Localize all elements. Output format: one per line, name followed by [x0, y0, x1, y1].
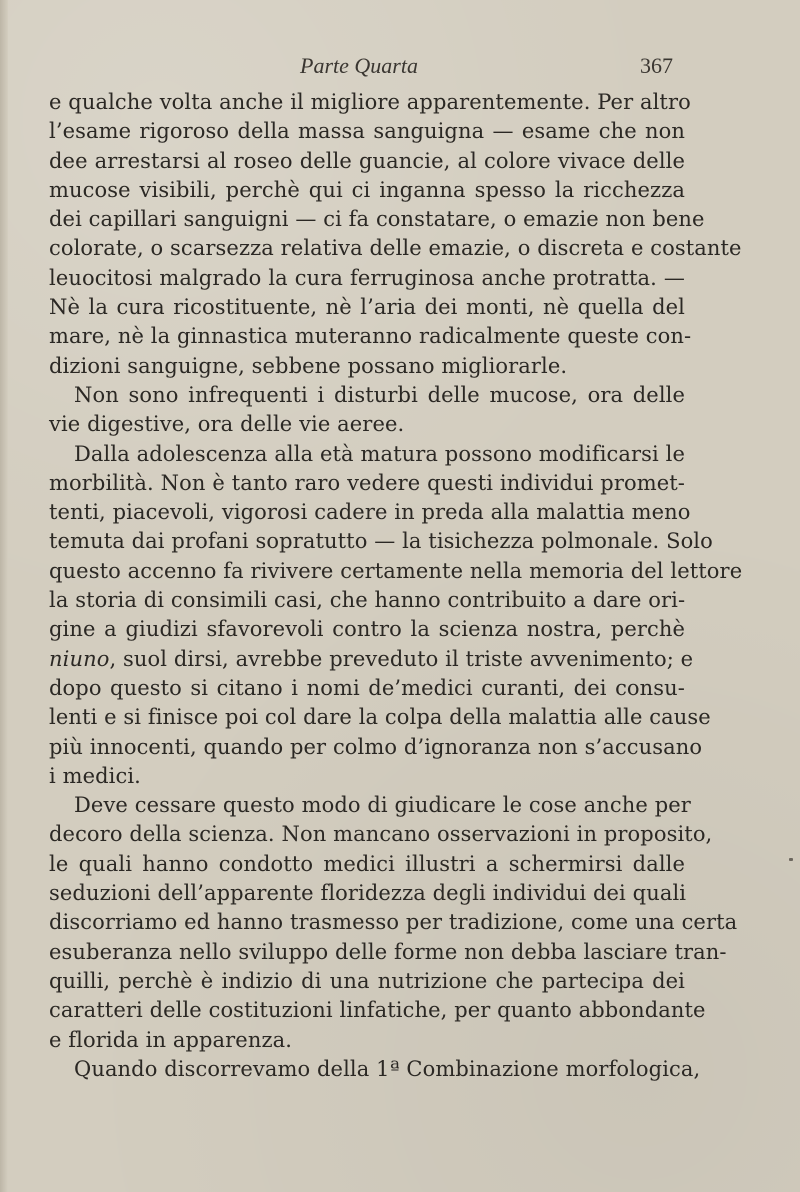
text-line: decoro della scienza. Non mancano osservazioni in proposito, — [49, 822, 713, 847]
text-line: quilli, perchè è indizio di una nutrizione che partecipa dei — [49, 968, 685, 993]
text-line: caratteri delle costituzioni linfatiche, per quanto abbondante — [49, 998, 706, 1023]
body-text-block — [49, 88, 743, 1084]
text-line: gine a giudizi sfavorevoli contro la scienza nostra, perchè — [49, 617, 685, 642]
text-line: colorate, o scarsezza relativa delle emazie, o discreta e costante — [49, 236, 742, 261]
paragraph-start-line: Dalla adolescenza alla età matura possono modificarsi le — [74, 441, 685, 466]
text-line: discorriamo ed hanno trasmesso per tradizione, come una certa — [49, 910, 738, 935]
page-number: 367 — [640, 53, 673, 78]
paragraph-end-line: i medici. — [49, 763, 141, 788]
paragraph-start-line: Deve cessare questo modo di giudicare le cose anche per — [74, 793, 691, 818]
text-line: morbilità. Non è tanto raro vedere questi individui promet- — [49, 470, 685, 495]
page-header-title: Parte Quarta — [300, 53, 418, 78]
text-line: tenti, piacevoli, vigorosi cadere in preda alla malattia meno — [49, 500, 691, 525]
text-line: dopo questo si citano i nomi de’medici curanti, dei consu- — [49, 675, 685, 700]
paragraph-end-line: vie digestive, ora delle vie aeree. — [49, 412, 405, 437]
text-line: mucose visibili, perchè qui ci inganna spesso la ricchezza — [49, 177, 685, 202]
text-line-with-italic — [49, 645, 694, 674]
text-line: dee arrestarsi al roseo delle guancie, al colore vivace delle — [49, 148, 685, 173]
paragraph-end-line: e florida in apparenza. — [49, 1027, 293, 1052]
text-line: questo accenno fa rivivere certamente nella memoria del lettore — [49, 558, 743, 583]
text-line: temuta dai profani sopratutto — la tisichezza polmonale. Solo — [49, 529, 713, 554]
page-binding-edge — [0, 0, 8, 1192]
paragraph-start-line: Non sono infrequenti i disturbi delle mucose, ora delle — [74, 382, 685, 407]
paragraph-start-line: Quando discorrevamo della 1ª Combinazione morfologica, — [74, 1056, 701, 1081]
text-line: e qualche volta anche il migliore apparentemente. Per altro — [49, 90, 691, 114]
text-line: leuocitosi malgrado la cura ferruginosa anche protratta. — — [49, 265, 685, 290]
text-line: Nè la cura ricostituente, nè l’aria dei monti, nè quella del — [49, 295, 685, 320]
text-line: mare, nè la ginnastica muteranno radicalmente queste con- — [49, 324, 692, 349]
paragraph-end-line: dizioni sanguigne, sebbene possano migliorarle. — [49, 353, 568, 378]
text-line: lenti e si finisce poi col dare la colpa della malattia alle cause — [49, 705, 711, 730]
text-line: la storia di consimili casi, che hanno contribuito a dare ori- — [49, 588, 686, 613]
line-continuation: , suol dirsi, avrebbe preveduto il triste avvenimento; e — [109, 646, 694, 671]
text-line: dei capillari sanguigni — ci fa constatare, o emazie non bene — [49, 207, 705, 232]
scan-speck — [789, 858, 793, 861]
text-line: più innocenti, quando per colmo d’ignoranza non s’accusano — [49, 734, 703, 759]
text-line: l’esame rigoroso della massa sanguigna — esame che non — [49, 119, 685, 144]
text-line: le quali hanno condotto medici illustri a schermirsi dalle — [49, 851, 685, 876]
text-line: seduzioni dell’apparente floridezza degli individui dei quali — [49, 881, 687, 906]
text-line: esuberanza nello sviluppo delle forme non debba lasciare tran- — [49, 939, 727, 964]
italic-word: niuno — [49, 646, 110, 671]
